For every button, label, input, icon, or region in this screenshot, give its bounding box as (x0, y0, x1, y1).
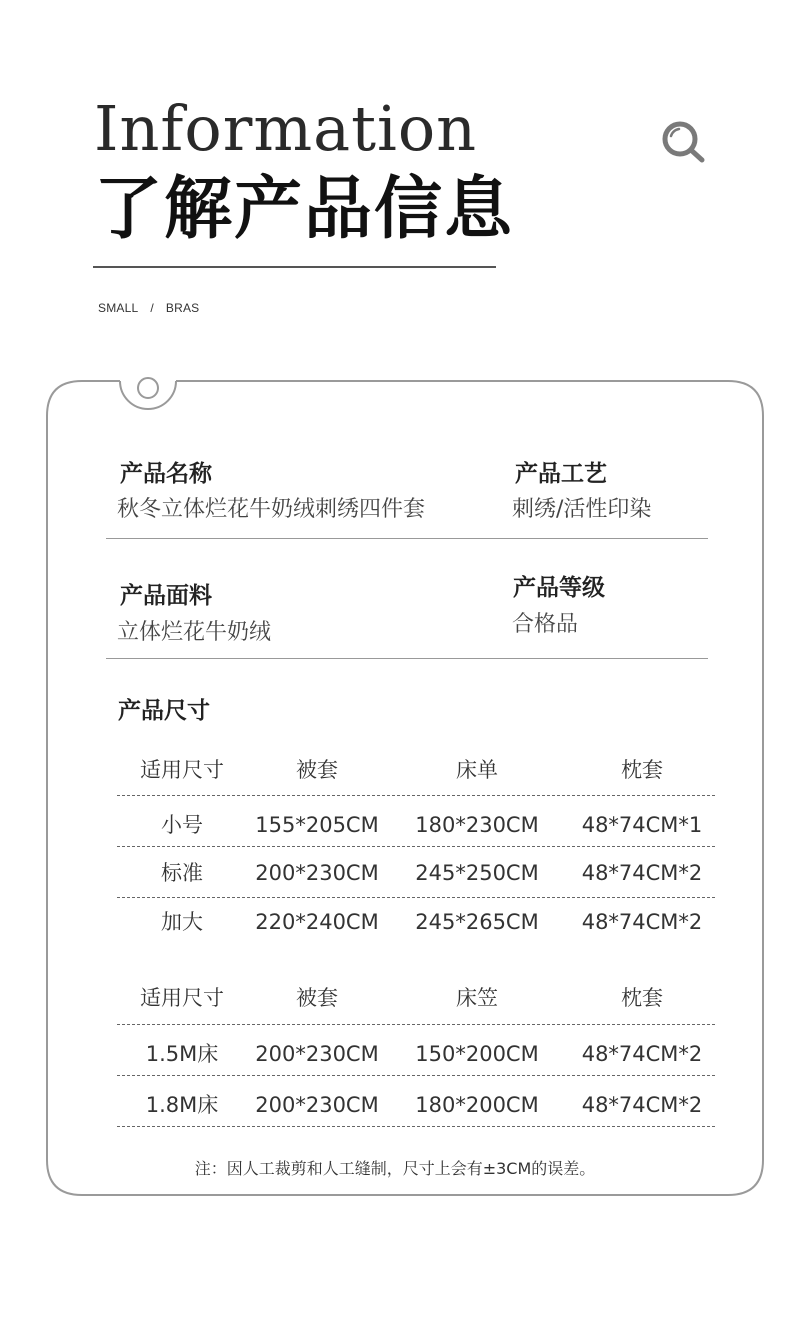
product-grade-value: 合格品 (512, 612, 579, 637)
table-cell: 1.5M床 (145, 1042, 219, 1066)
product-grade-label: 产品等级 (513, 575, 605, 601)
product-name-label: 产品名称 (120, 461, 212, 487)
table-cell: 48*74CM*2 (581, 1042, 703, 1066)
table-cell: 48*74CM*2 (581, 1093, 703, 1117)
size-note: 注：因人工裁剪和人工缝制，尺寸上会有±3CM的误差。 (194, 1159, 596, 1178)
table-cell: 1.8M床 (145, 1093, 219, 1117)
table-cell: 48*74CM*1 (581, 813, 703, 837)
table-cell: 200*230CM (255, 1042, 379, 1066)
table-cell: 155*205CM (255, 813, 379, 837)
table-cell: 48*74CM*2 (581, 910, 703, 934)
product-name-value: 秋冬立体烂花牛奶绒刺绣四件套 (117, 497, 426, 522)
hang-ring-icon (138, 378, 158, 398)
page-title: 了解产品信息 (94, 170, 515, 249)
crumb-separator: / (150, 301, 154, 315)
table-header-cell: 被套 (296, 758, 338, 782)
dashed-divider (117, 1075, 715, 1076)
product-craft-label: 产品工艺 (515, 461, 607, 487)
english-title: Information (94, 92, 478, 165)
divider (106, 658, 708, 659)
table-cell: 加大 (161, 910, 203, 934)
table-header-cell: 床笠 (456, 986, 498, 1010)
table-cell: 48*74CM*2 (581, 861, 703, 885)
divider (106, 538, 708, 539)
table-header-cell: 被套 (296, 986, 338, 1010)
table-cell: 小号 (161, 813, 203, 837)
dashed-divider (117, 1024, 715, 1025)
table-cell: 180*230CM (415, 813, 539, 837)
product-fabric-value: 立体烂花牛奶绒 (117, 620, 272, 645)
table-row (117, 810, 715, 840)
dashed-divider (117, 846, 715, 847)
table-cell: 245*250CM (415, 861, 539, 885)
table-header-cell: 适用尺寸 (140, 758, 224, 782)
table-row (117, 1090, 715, 1120)
table-cell: 200*230CM (255, 1093, 379, 1117)
product-craft-value: 刺绣/活性印染 (512, 497, 652, 522)
table-header-cell: 枕套 (621, 986, 663, 1010)
table-cell: 200*230CM (255, 861, 379, 885)
table-header-cell: 适用尺寸 (140, 986, 224, 1010)
size-section-title: 产品尺寸 (118, 698, 210, 724)
product-fabric-label: 产品面料 (120, 583, 212, 609)
dashed-divider (117, 897, 715, 898)
table-cell: 220*240CM (255, 910, 379, 934)
table-cell: 150*200CM (415, 1042, 539, 1066)
table-header-cell: 床单 (456, 758, 498, 782)
crumb-right: BRAS (165, 301, 200, 315)
table-cell: 180*200CM (415, 1093, 539, 1117)
table-cell: 标准 (161, 861, 203, 885)
table-header-row (117, 755, 715, 785)
table-row (117, 858, 715, 888)
dashed-divider (117, 795, 715, 796)
table-header-row (117, 983, 715, 1013)
table-cell: 245*265CM (415, 910, 539, 934)
table-row (117, 907, 715, 937)
dashed-divider (117, 1126, 715, 1127)
table-header-cell: 枕套 (621, 758, 663, 782)
table-row (117, 1039, 715, 1069)
crumb-left: SMALL (98, 301, 139, 315)
